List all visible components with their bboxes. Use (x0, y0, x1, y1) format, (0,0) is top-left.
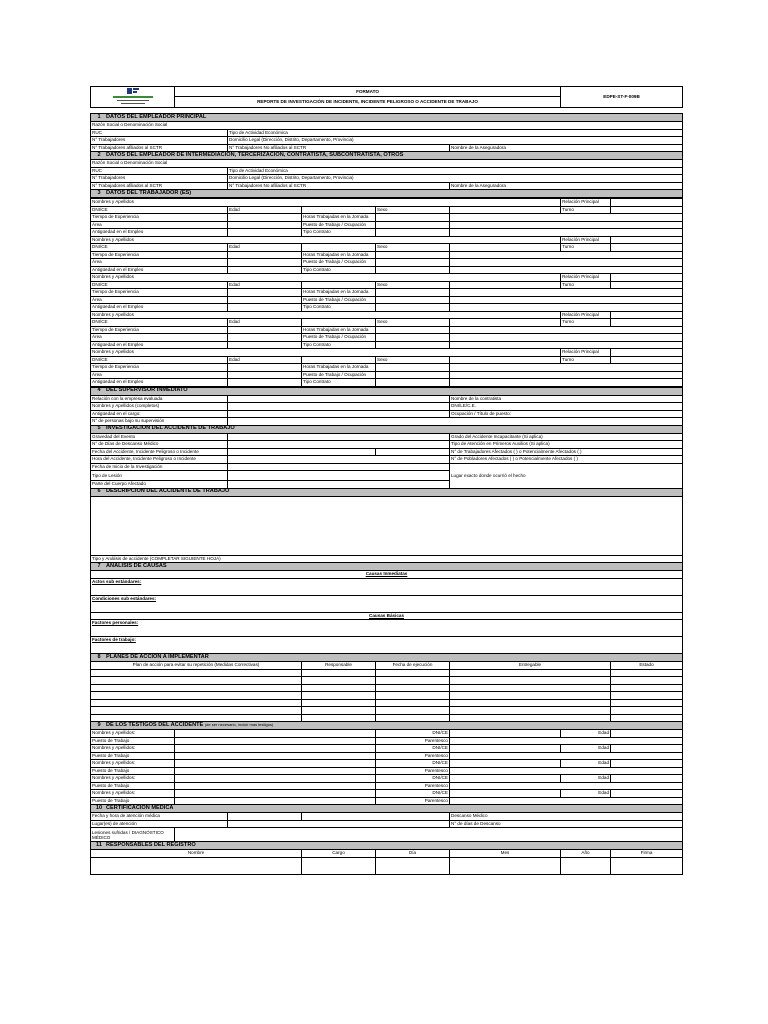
field-gravedad[interactable]: Gravedad del Evento (91, 433, 228, 441)
signer-firma[interactable] (611, 857, 683, 874)
plan-fecha-cell[interactable] (376, 692, 450, 700)
field-testigo-puesto[interactable]: Puesto de Trabajo (91, 767, 175, 775)
field-testigo-parentesco[interactable]: Parentesco (376, 782, 450, 790)
field-descanso-medico[interactable]: Descanso Médico (450, 813, 683, 821)
signer-cargo[interactable] (302, 857, 376, 874)
plan-fecha-cell[interactable] (376, 707, 450, 715)
section-title: INVESTIGACIÓN DEL ACCIDENTE DE TRABAJO (106, 425, 235, 432)
plan-row (91, 684, 683, 692)
field-worker-turno[interactable]: Turno (561, 356, 611, 364)
section-5-header: 5 INVESTIGACIÓN DEL ACCIDENTE DE TRABAJO (91, 425, 683, 433)
field-worker-contrato[interactable]: Tipo Contrato (302, 379, 376, 387)
field-relacion-empresa[interactable]: Relación con la empresa evaluada (91, 395, 228, 403)
col-estado-header: Estado (611, 662, 683, 670)
investigation-form (90, 86, 682, 875)
field-worker-nombres[interactable]: Nombres y Apellidos (91, 311, 561, 319)
col-anio-header: Año (561, 850, 611, 858)
plan-accion-cell[interactable] (91, 684, 302, 692)
field-testigo-dni[interactable]: DNI/CE (376, 745, 450, 753)
field-worker-tiempo[interactable]: Tiempo de Experiencia (91, 214, 228, 222)
section-title: DEL SUPERVISOR INMEDIATO (106, 387, 188, 394)
worker-block (91, 311, 683, 349)
field-fecha-atencion[interactable]: Fecha y hora de atención médica (91, 813, 228, 821)
field-testigo-edad[interactable]: Edad (561, 790, 611, 798)
plan-entregable-cell[interactable] (450, 707, 611, 715)
field-worker-area[interactable]: Área (91, 334, 228, 342)
plan-estado-cell[interactable] (611, 684, 683, 692)
field-worker-sexo[interactable]: Sexo (376, 319, 450, 327)
field-pobladores-afectados[interactable]: N° de Pobladores Afectados ( ) o Potencialmente Afectados ( ) (450, 456, 683, 464)
field-tipo-actividad[interactable]: Tipo de Actividad Económica (228, 129, 683, 137)
field-testigo-nombres[interactable]: Nombres y Apellidos: (91, 745, 175, 753)
field-ruc[interactable]: RUC (91, 129, 228, 137)
plan-accion-cell[interactable] (91, 677, 302, 685)
field-worker-dni[interactable]: DNI/CE (91, 206, 228, 214)
plan-entregable-cell[interactable] (450, 684, 611, 692)
plan-entregable-cell[interactable] (450, 677, 611, 685)
plan-fecha-cell[interactable] (376, 669, 450, 677)
plan-entregable-cell[interactable] (450, 669, 611, 677)
field-supervisor-nombres[interactable]: Nombres y Apellidos (completos) (91, 403, 228, 411)
section-title: DATOS DEL TRABAJADOR (ES) (106, 189, 192, 196)
plan-row (91, 692, 683, 700)
field-worker-turno[interactable]: Turno (561, 281, 611, 289)
field-afiliados[interactable]: N° Trabajadores afiliados al SCTR (91, 182, 228, 190)
field-dias-descanso-medico[interactable]: N° de días de Descanso (450, 820, 683, 828)
plan-estado-cell[interactable] (611, 714, 683, 722)
header-row (91, 87, 683, 97)
field-testigo-puesto[interactable]: Puesto de Trabajo (91, 752, 175, 760)
value-relacion[interactable] (611, 311, 683, 319)
worker-block (91, 199, 683, 237)
col-fecha-ejecucion-header: Fecha de ejecución (376, 662, 450, 670)
section-title: CERTIFICACIÓN MÉDICA (106, 804, 174, 811)
field-testigo-edad[interactable]: Edad (561, 760, 611, 768)
section-note: (de ser necesario, incluir mas testigos) (204, 722, 274, 728)
field-worker-horas[interactable]: Horas Trabajadas en la Jornada (302, 289, 376, 297)
field-worker-relacion[interactable]: Relación Principal (561, 236, 611, 244)
field-worker-sexo[interactable]: Sexo (376, 244, 450, 252)
field-worker-dni[interactable]: DNI/CE (91, 319, 228, 327)
field-worker-nombres[interactable]: Nombres y Apellidos (91, 274, 561, 282)
section-title: DESCRIPCIÓN DEL ACCIDENTE DE TRABAJO (106, 488, 230, 495)
plan-row (91, 707, 683, 715)
section-7-header: 7 ANÁLISIS DE CAUSAS (91, 563, 683, 571)
field-fecha-investigacion[interactable]: Fecha de Inicio de la Investigación (91, 463, 228, 471)
plan-entregable-cell[interactable] (450, 692, 611, 700)
field-worker-antiguedad[interactable]: Antigüedad en el Empleo (91, 379, 228, 387)
field-supervisor-antiguedad[interactable]: Antigüedad en el cargo: (91, 410, 228, 418)
field-hora-accidente[interactable]: Hora del Accidente, Incidente Peligroso o Incidente (91, 456, 228, 464)
field-worker-sexo[interactable]: Sexo (376, 281, 450, 289)
section-title: DATOS DEL EMPLEADOR PRINCIPAL (106, 113, 207, 120)
field-ruc[interactable]: RUC (91, 167, 228, 175)
section-title: DE LOS TESTIGOS DEL ACCIDENTE (106, 722, 204, 729)
section-2-header: 2 DATOS DEL EMPLEADOR DE INTERMEDIACIÓN, TERCERIZACIÓN, CONTRATISTA, SUBCONTRATISTA, OTROS (91, 152, 683, 160)
condiciones-subestandares-field[interactable]: Condiciones sub estándares: (91, 595, 683, 612)
field-testigo-puesto[interactable]: Puesto de Trabajo (91, 737, 175, 745)
field-testigo-parentesco[interactable]: Parentesco (376, 797, 450, 805)
tipo-analisis-note: Tipo y Análisis de accidente (COMPLETAR SIGUIENTE HOJA) (91, 555, 683, 563)
field-worker-contrato[interactable]: Tipo Contrato (302, 229, 376, 237)
field-worker-puesto[interactable]: Puesto de Trabajo / Ocupación (302, 371, 376, 379)
field-no-afiliados[interactable]: N° Trabajadores No afiliados al SCTR (228, 144, 450, 152)
field-worker-area[interactable]: Área (91, 371, 228, 379)
field-tipo-lesion[interactable]: Tipo de Lesión (91, 471, 228, 481)
form-table-continued (90, 387, 683, 875)
field-worker-puesto[interactable]: Puesto de Trabajo / Ocupación (302, 221, 376, 229)
workers-table (90, 198, 683, 387)
field-worker-tiempo[interactable]: Tiempo de Experiencia (91, 289, 228, 297)
field-worker-edad[interactable]: Edad (228, 206, 302, 214)
field-worker-relacion[interactable]: Relación Principal (561, 274, 611, 282)
field-trabajadores-afectados[interactable]: N° de Trabajadores Afectados ( ) o Potencialmente Afectados ( ) (450, 448, 683, 456)
section-3-header: 3 DATOS DEL TRABAJADOR (ES) (91, 190, 683, 198)
value-relacion[interactable] (611, 349, 683, 357)
field-worker-edad[interactable]: Edad (228, 319, 302, 327)
worker-block (91, 236, 683, 274)
plan-estado-cell[interactable] (611, 677, 683, 685)
field-worker-horas[interactable]: Horas Trabajadas en la Jornada (302, 326, 376, 334)
plan-fecha-cell[interactable] (376, 714, 450, 722)
format-label: FORMATO (175, 87, 561, 97)
plan-row (91, 677, 683, 685)
section-title: ANÁLISIS DE CAUSAS (106, 562, 167, 569)
field-lesiones-diagnostico[interactable]: Lesiones sufridas / DIAGNÓSTICO MÉDICO (91, 828, 175, 842)
plan-entregable-cell[interactable] (450, 714, 611, 722)
col-entregable-header: Entregable (450, 662, 611, 670)
field-worker-antiguedad[interactable]: Antigüedad en el Empleo (91, 229, 228, 237)
plan-fecha-cell[interactable] (376, 699, 450, 707)
field-worker-edad[interactable]: Edad (228, 281, 302, 289)
signer-dia[interactable] (376, 857, 450, 874)
form-title: REPORTE DE INVESTIGACIÓN DE INCIDENTE, INCIDENTE PELIGROSO O ACCIDENTE DE TRABAJO (175, 97, 561, 108)
field-afiliados[interactable]: N° Trabajadores afiliados al SCTR (91, 144, 228, 152)
company-logo (103, 87, 163, 107)
plan-estado-cell[interactable] (611, 692, 683, 700)
field-domicilio[interactable]: Domicilio Legal (Dirección, Distrito, Departamento, Provincia) (228, 175, 683, 183)
field-worker-puesto[interactable]: Puesto de Trabajo / Ocupación (302, 259, 376, 267)
field-worker-dni[interactable]: DNI/CE (91, 281, 228, 289)
plan-responsable-cell[interactable] (302, 684, 376, 692)
col-mes-header: Mes (450, 850, 561, 858)
plan-accion-cell[interactable] (91, 692, 302, 700)
worker-block (91, 274, 683, 312)
signer-mes[interactable] (450, 857, 561, 874)
field-lugar-exacto[interactable]: Lugar exacto donde ocurrió el hecho (450, 463, 683, 488)
col-dia-header: Día (376, 850, 450, 858)
description-textarea[interactable] (91, 496, 683, 555)
actos-subestandares-field[interactable]: Actos sub estándares: (91, 578, 683, 595)
col-responsable-header: Responsable (302, 662, 376, 670)
field-testigo-edad[interactable]: Edad (561, 730, 611, 738)
plan-row (91, 699, 683, 707)
field-aseguradora[interactable]: Nombre de la Aseguradora (450, 182, 683, 190)
field-worker-sexo[interactable]: Sexo (376, 356, 450, 364)
section-title: PLANES DE ACCIÓN A IMPLEMENTAR (106, 653, 209, 660)
field-supervisor-ocupacion[interactable]: Ocupación / Título de puesto: (450, 410, 683, 418)
field-lugar-atencion[interactable]: Lugar(es) de atención (91, 820, 228, 828)
plan-responsable-cell[interactable] (302, 669, 376, 677)
field-worker-contrato[interactable]: Tipo Contrato (302, 266, 376, 274)
field-testigo-dni[interactable]: DNI/CE (376, 775, 450, 783)
field-testigo-edad[interactable]: Edad (561, 775, 611, 783)
field-testigo-nombres[interactable]: Nombres y Apellidos: (91, 730, 175, 738)
plan-accion-cell[interactable] (91, 699, 302, 707)
field-aseguradora[interactable]: Nombre de la Aseguradora (450, 144, 683, 152)
field-razon-social[interactable]: Razón Social o Denominación Social (91, 122, 683, 130)
field-worker-relacion[interactable]: Relación Principal (561, 311, 611, 319)
field-testigo-parentesco[interactable]: Parentesco (376, 752, 450, 760)
factores-trabajo-field[interactable]: Factores de trabajo: (91, 637, 683, 654)
field-testigo-puesto[interactable]: Puesto de Trabajo (91, 782, 175, 790)
field-worker-antiguedad[interactable]: Antigüedad en el Empleo (91, 304, 228, 312)
section-title: DATOS DEL EMPLEADOR DE INTERMEDIACIÓN, TERCERIZACIÓN, CONTRATISTA, SUBCONTRATISTA, OTROS (106, 151, 404, 158)
plan-estado-cell[interactable] (611, 669, 683, 677)
field-worker-relacion[interactable]: Relación Principal (561, 349, 611, 357)
plan-responsable-cell[interactable] (302, 714, 376, 722)
field-worker-puesto[interactable]: Puesto de Trabajo / Ocupación (302, 296, 376, 304)
field-n-trabajadores[interactable]: N° Trabajadores (91, 137, 228, 145)
field-worker-nombres[interactable]: Nombres y Apellidos (91, 349, 561, 357)
causas-basicas-label: Causas Básicas (91, 612, 683, 620)
field-worker-tiempo[interactable]: Tiempo de Experiencia (91, 364, 228, 372)
field-worker-horas[interactable]: Horas Trabajadas en la Jornada (302, 251, 376, 259)
field-worker-turno[interactable]: Turno (561, 206, 611, 214)
field-fecha-accidente[interactable]: Fecha del Accidente, Incidente Peligroso o Incidente (91, 448, 228, 456)
section-9-header: 9 DE LOS TESTIGOS DEL ACCIDENTE (de ser necesario, incluir mas testigos) (91, 722, 683, 730)
plan-row (91, 714, 683, 722)
section-8-header: 8 PLANES DE ACCIÓN A IMPLEMENTAR (91, 654, 683, 662)
plan-accion-cell[interactable] (91, 669, 302, 677)
plan-entregable-cell[interactable] (450, 699, 611, 707)
section-10-header: 10 CERTIFICACIÓN MÉDICA (91, 805, 683, 813)
plan-estado-cell[interactable] (611, 707, 683, 715)
field-testigo-edad[interactable]: Edad (561, 745, 611, 753)
plan-responsable-cell[interactable] (302, 677, 376, 685)
field-worker-puesto[interactable]: Puesto de Trabajo / Ocupación (302, 334, 376, 342)
field-testigo-nombres[interactable]: Nombres y Apellidos: (91, 775, 175, 783)
field-razon-social[interactable]: Razón Social o Denominación Social (91, 160, 683, 168)
field-testigo-dni[interactable]: DNI/CE (376, 760, 450, 768)
field-worker-turno[interactable]: Turno (561, 244, 611, 252)
worker-block (91, 349, 683, 387)
field-worker-tiempo[interactable]: Tiempo de Experiencia (91, 326, 228, 334)
field-worker-edad[interactable]: Edad (228, 244, 302, 252)
field-worker-sexo[interactable]: Sexo (376, 206, 450, 214)
col-firma-header: Firma (611, 850, 683, 858)
section-4-header: 4 DEL SUPERVISOR INMEDIATO (91, 387, 683, 395)
col-cargo-header: Cargo (302, 850, 376, 858)
plan-accion-cell[interactable] (91, 714, 302, 722)
field-worker-relacion[interactable]: Relación Principal (561, 199, 611, 207)
field-worker-antiguedad[interactable]: Antigüedad en el Empleo (91, 266, 228, 274)
field-worker-contrato[interactable]: Tipo Contrato (302, 341, 376, 349)
form-table (90, 86, 683, 198)
field-dias-descanso[interactable]: N° de Días de Descanso Médico (91, 441, 228, 449)
field-worker-tiempo[interactable]: Tiempo de Experiencia (91, 251, 228, 259)
plan-fecha-cell[interactable] (376, 684, 450, 692)
field-worker-area[interactable]: Área (91, 296, 228, 304)
plan-fecha-cell[interactable] (376, 677, 450, 685)
field-worker-area[interactable]: Área (91, 259, 228, 267)
field-worker-edad[interactable]: Edad (228, 356, 302, 364)
field-testigo-parentesco[interactable]: Parentesco (376, 737, 450, 745)
field-testigo-dni[interactable]: DNI/CE (376, 730, 450, 738)
plan-row (91, 669, 683, 677)
factores-personales-field[interactable]: Factores personales: (91, 620, 683, 637)
field-worker-turno[interactable]: Turno (561, 319, 611, 327)
field-testigo-nombres[interactable]: Nombres y Apellidos: (91, 790, 175, 798)
field-nombre-contratista[interactable]: Nombre de la contratista (450, 395, 683, 403)
plan-estado-cell[interactable] (611, 699, 683, 707)
signer-nombre[interactable] (91, 857, 302, 874)
field-domicilio[interactable]: Domicilio Legal (Dirección, Distrito, Departamento, Provincia) (228, 137, 683, 145)
signer-anio[interactable] (561, 857, 611, 874)
field-worker-area[interactable]: Área (91, 221, 228, 229)
section-11-header: 11 RESPONSABLES DEL REGISTRO (91, 842, 683, 850)
field-no-afiliados[interactable]: N° Trabajadores No afiliados al SCTR (228, 182, 450, 190)
section-6-header: 6 DESCRIPCIÓN DEL ACCIDENTE DE TRABAJO (91, 488, 683, 496)
field-worker-antiguedad[interactable]: Antigüedad en el Empleo (91, 341, 228, 349)
field-worker-nombres[interactable]: Nombres y Apellidos (91, 199, 561, 207)
field-parte-cuerpo[interactable]: Parte del Cuerpo Afectado (91, 481, 228, 489)
field-tipo-atencion[interactable]: Tipo de Atención en Primeros Auxilios (Si aplica) (450, 441, 683, 449)
field-grado[interactable]: Grado del Accidente Incapacitante (Si aplica) (450, 433, 683, 441)
field-worker-dni[interactable]: DNI/CE (91, 244, 228, 252)
field-testigo-parentesco[interactable]: Parentesco (376, 767, 450, 775)
field-supervisor-dni[interactable]: DNI/LE/C.E. (450, 403, 683, 411)
field-testigo-puesto[interactable]: Puesto de Trabajo (91, 797, 175, 805)
causas-inmediatas-label: Causas Inmediatas (91, 571, 683, 579)
field-tipo-actividad[interactable]: Tipo de Actividad Económica (228, 167, 683, 175)
plan-accion-cell[interactable] (91, 707, 302, 715)
field-supervisor-personas[interactable]: N° de personas bajo su supervisión (91, 418, 228, 426)
logo-cell (91, 87, 175, 108)
field-worker-dni[interactable]: DNI/CE (91, 356, 228, 364)
field-worker-nombres[interactable]: Nombres y Apellidos (91, 236, 561, 244)
field-testigo-dni[interactable]: DNI/CE (376, 790, 450, 798)
form-code: EDPE-ST-F-009B (561, 87, 683, 108)
plan-responsable-cell[interactable] (302, 699, 376, 707)
value-relacion[interactable] (611, 274, 683, 282)
section-1-header: 1 DATOS DEL EMPLEADOR PRINCIPAL (91, 114, 683, 122)
field-worker-horas[interactable]: Horas Trabajadas en la Jornada (302, 214, 376, 222)
section-title: RESPONSABLES DEL REGISTRO (106, 841, 196, 848)
col-nombre-header: Nombre (91, 850, 302, 858)
plan-responsable-cell[interactable] (302, 692, 376, 700)
field-testigo-nombres[interactable]: Nombres y Apellidos: (91, 760, 175, 768)
value-relacion[interactable] (611, 236, 683, 244)
field-worker-horas[interactable]: Horas Trabajadas en la Jornada (302, 364, 376, 372)
plan-responsable-cell[interactable] (302, 707, 376, 715)
col-plan-header: Plan de acción para evitar su repetición (Medidas Correctivas) (91, 662, 302, 670)
value-relacion[interactable] (611, 199, 683, 207)
field-worker-contrato[interactable]: Tipo Contrato (302, 304, 376, 312)
field-n-trabajadores[interactable]: N° Trabajadores (91, 175, 228, 183)
